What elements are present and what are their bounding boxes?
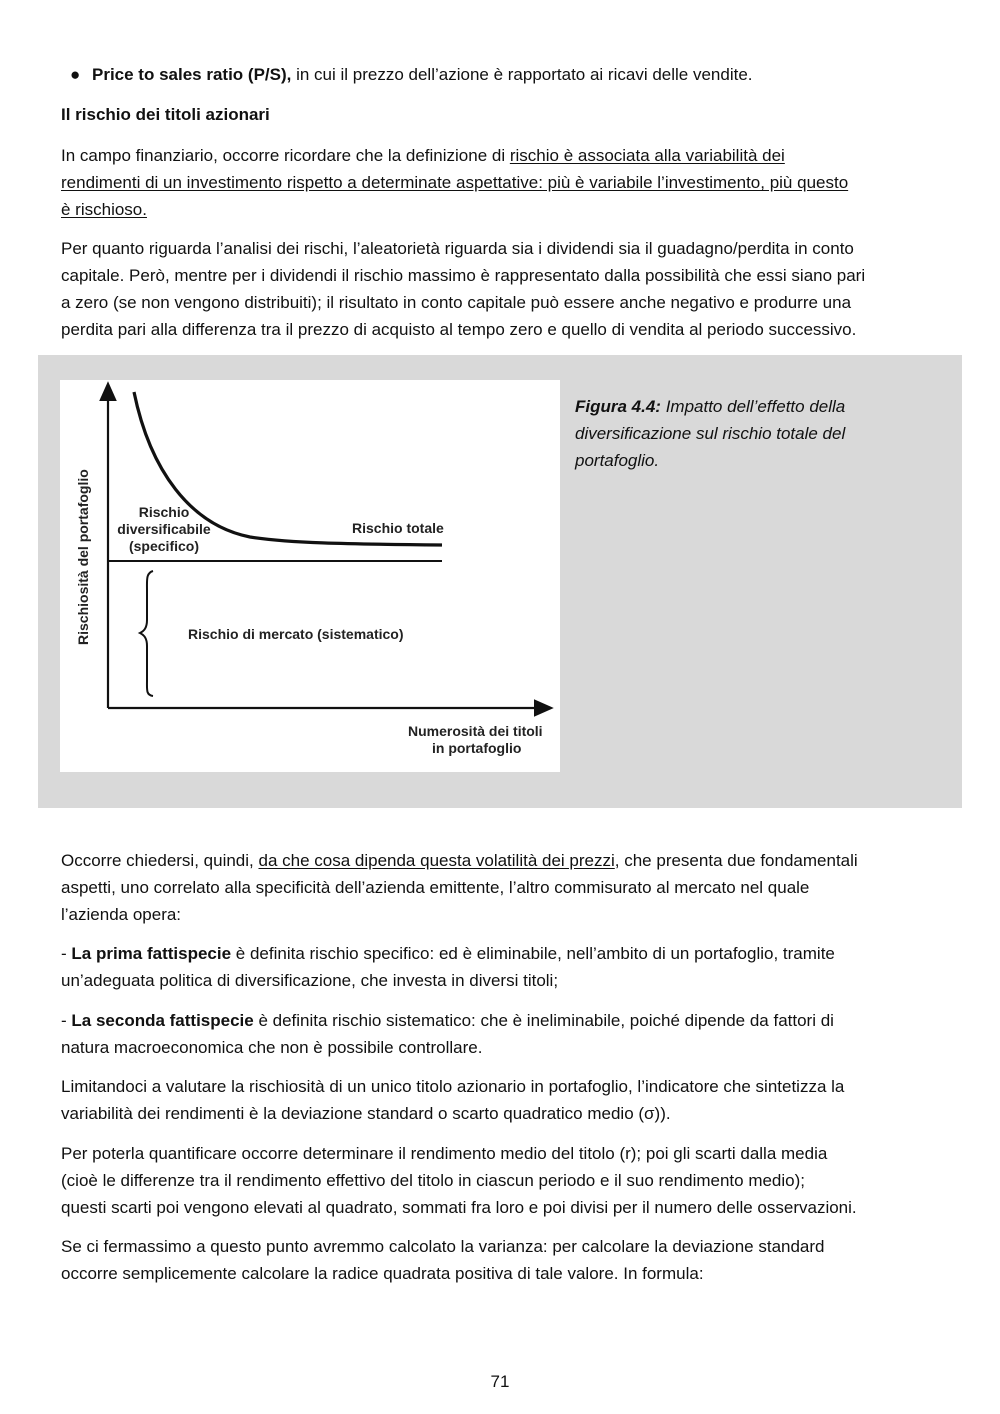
caption-text: Impatto dell’effetto della diversificazione sul rischio totale del portafoglio. [575, 397, 846, 470]
diversifiable-label-2: diversificabile [117, 521, 211, 537]
p3-line: aspetti, uno correlato alla specificità dell’azienda emittente, l’altro commisurato al mercato nel quale [61, 878, 810, 897]
p6-line: Limitandoci a valutare la rischiosità di un unico titolo azionario in portafoglio, l’indicatore che sintetizza la [61, 1077, 845, 1096]
total-risk-label: Rischio totale [352, 520, 444, 536]
p1-underlined-2: rendimenti di un investimento rispetto a determinate aspettative: più è variabile l’investimento, più questo [61, 173, 849, 192]
p8-line: Se ci fermassimo a questo punto avremmo calcolato la varianza: per calcolare la deviazione standard [61, 1237, 825, 1256]
bullet-text: in cui il prezzo dell’azione è rapportato ai ricavi delle vendite. [291, 65, 753, 84]
p2-line: Per quanto riguarda l’analisi dei rischi, l’aleatorietà riguarda sia i dividendi sia il guadagno/perdita in conto [61, 239, 854, 258]
x-axis-label-2: in portafoglio [432, 740, 522, 756]
p7-line: Per poterla quantificare occorre determinare il rendimento medio del titolo (r); poi gli scarti dalla media [61, 1144, 828, 1163]
p1-underlined-3: è rischioso. [61, 200, 147, 219]
p4-line: un’adeguata politica di diversificazione, che investa in diversi titoli; [61, 971, 559, 990]
p5-dash: - [61, 1011, 72, 1030]
y-axis-label: Rischiosità del portafoglio [75, 469, 91, 645]
bullet-item [70, 61, 952, 88]
figure-box [38, 355, 962, 808]
p3-text: , che presenta due fondamentali [614, 851, 858, 870]
paragraph-standard-deviation [61, 1073, 941, 1127]
figure-caption [575, 393, 915, 474]
p5-text: è definita rischio sistematico: che è ineliminabile, poiché dipende da fattori di [253, 1011, 834, 1030]
p2-line: capitale. Però, mentre per i dividendi il rischio massimo è rappresentato dalla possibilità che essi siano pari [61, 266, 866, 285]
diversifiable-label-1: Rischio [138, 504, 190, 520]
p1-underlined-1: rischio è associata alla variabilità dei [509, 146, 785, 165]
p3-underlined: da che cosa dipenda questa volatilità dei prezzi [258, 851, 615, 870]
bullet-icon: ● [70, 65, 81, 84]
chart-image [60, 380, 560, 772]
paragraph-variance [61, 1233, 941, 1287]
paragraph-first-case [61, 940, 941, 994]
p7-line: (cioè le differenze tra il rendimento effettivo del titolo in ciascun periodo e il suo rendimento medio); [61, 1171, 805, 1190]
p3-line: l’azienda opera: [61, 905, 182, 924]
caption-label: Figura 4.4: [575, 397, 661, 416]
p2-line: perdita pari alla differenza tra il prezzo di acquisto al tempo zero e quello di vendita al periodo successivo. [61, 320, 857, 339]
p6-line: variabilità dei rendimenti è la deviazione standard o scarto quadratico medio (σ)). [61, 1104, 671, 1123]
brace-icon [140, 571, 153, 696]
page-number: 71 [490, 1372, 510, 1391]
x-axis-label-1: Numerosità dei titoli [408, 723, 543, 739]
p7-line: questi scarti poi vengono elevati al quadrato, sommati fra loro e poi divisi per il numero delle osservazioni. [61, 1198, 857, 1217]
section-title: Il rischio dei titoli azionari [61, 105, 270, 124]
market-risk-label: Rischio di mercato (sistematico) [188, 626, 404, 642]
p1-text: In campo finanziario, occorre ricordare che la definizione di [61, 146, 510, 165]
p4-dash: - [61, 944, 72, 963]
p2-line: a zero (se non vengono distribuiti); il risultato in conto capitale può essere anche negativo e produrre una [61, 293, 852, 312]
p8-line: occorre semplicemente calcolare la radice quadrata positiva di tale valore. In formula: [61, 1264, 704, 1283]
paragraph-volatility [61, 847, 941, 928]
p5-bold: La seconda fattispecie [71, 1011, 254, 1030]
paragraph-quantify [61, 1140, 941, 1221]
bullet-term: Price to sales ratio (P/S), [92, 65, 292, 84]
paragraph-risk-analysis [61, 235, 941, 343]
paragraph-second-case [61, 1007, 941, 1061]
paragraph-risk-definition [61, 142, 941, 223]
p3-text: Occorre chiedersi, quindi, [61, 851, 259, 870]
diversifiable-label-3: (specifico) [128, 538, 200, 554]
p4-bold: La prima fattispecie [71, 944, 232, 963]
p4-text: è definita rischio specifico: ed è eliminabile, nell’ambito di un portafoglio, tramite [231, 944, 835, 963]
risk-chart [60, 380, 560, 772]
p5-line: natura macroeconomica che non è possibile controllare. [61, 1038, 483, 1057]
